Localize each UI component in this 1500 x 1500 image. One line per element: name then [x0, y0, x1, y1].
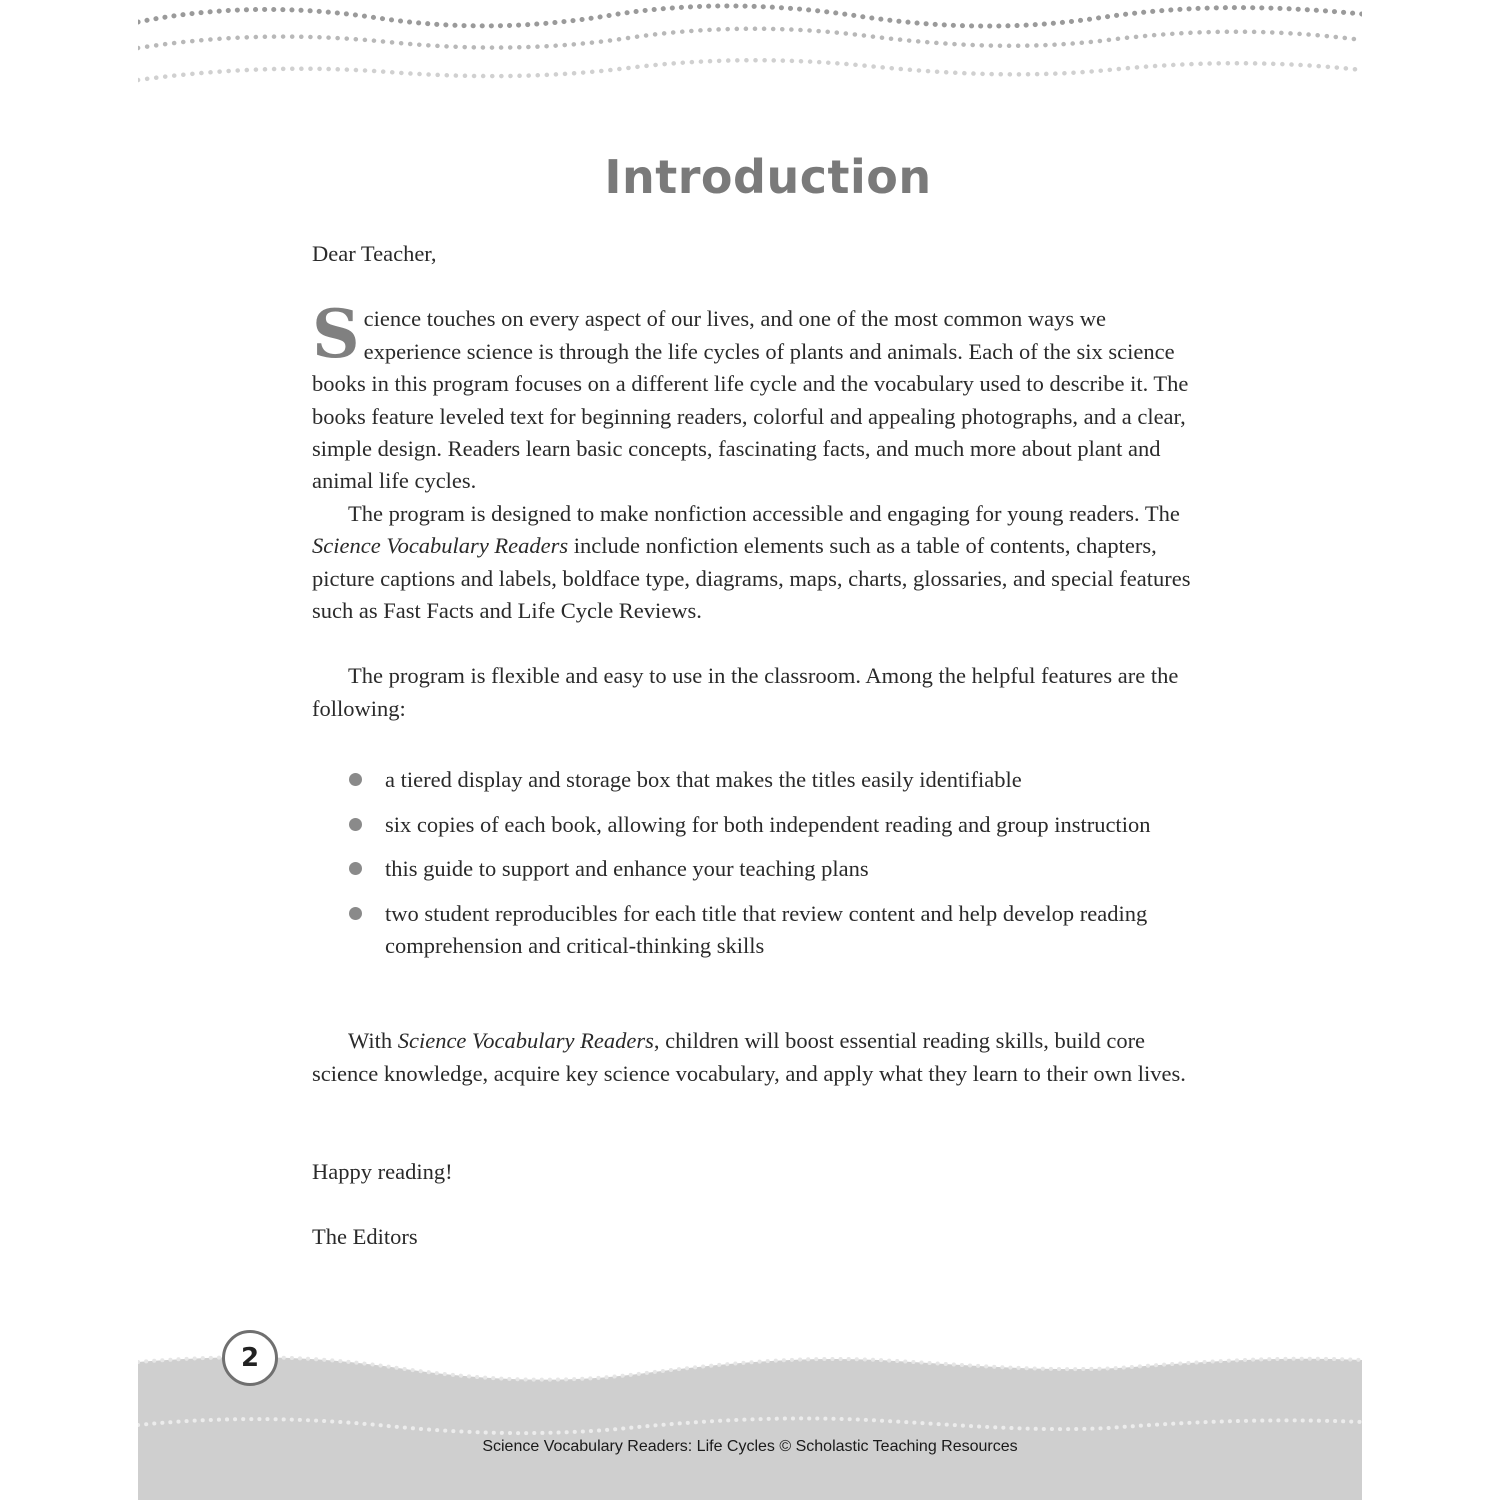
- list-item-text: a tiered display and storage box that makes the titles easily identifiable: [385, 767, 1022, 793]
- list-item: [312, 898, 1192, 963]
- letter-body: [312, 238, 1192, 1253]
- footer-copyright: Science Vocabulary Readers: Life Cycles © Scholastic Teaching Resources: [482, 1438, 1018, 1455]
- signature: The Editors: [312, 1223, 418, 1249]
- top-dotted-wave-border: [138, 0, 1362, 95]
- program-text-end: include nonfiction elements such as a table of contents, chapters, picture captions and labels, boldface type, diagrams, maps, charts, glossaries, and special features such as Fast Facts and Life Cycle Reviews.: [312, 533, 1191, 624]
- list-item-text: six copies of each book, allowing for both independent reading and group instruction: [385, 811, 1151, 837]
- program-title-italic: Science Vocabulary Readers: [312, 533, 569, 559]
- salutation: Dear Teacher,: [312, 241, 437, 266]
- bullet-icon: [349, 818, 362, 831]
- list-item: [312, 764, 1192, 796]
- drop-cap: S: [312, 295, 360, 374]
- list-item-text: two student reproducibles for each title that review content and help develop reading comprehension and critical-thinking skills: [385, 900, 1148, 958]
- intro-text: cience touches on every aspect of our lives, and one of the most common ways we experience science is through the life cycles of plants and animals. Each of the six science books in this program focuses on a different life cycle and the vocabulary used to describe it. The books feature leveled text for beginning readers, colorful and appealing photographs, and a clear, simple design. Readers learn basic concepts, fascinating facts, and much more about plant and animal life cycles.: [312, 306, 1189, 494]
- closing-paragraph: [312, 1025, 1192, 1090]
- program-text-start: The program is designed to make nonfiction accessible and engaging for young readers. The: [348, 500, 1180, 526]
- closing-text-end: , children will boost essential reading skills, build core science knowledge, acquire key science vocabulary, and apply what they learn to their own lives.: [312, 1028, 1186, 1086]
- closing-title-italic: Science Vocabulary Readers: [397, 1028, 654, 1054]
- bullet-icon: [349, 773, 362, 786]
- sign-off: Happy reading!: [312, 1159, 453, 1185]
- features-intro-paragraph: The program is flexible and easy to use in the classroom. Among the helpful features are the following:: [312, 663, 1179, 721]
- bottom-wave-band: [138, 1330, 1362, 1500]
- list-item: [312, 853, 1192, 885]
- features-list: [312, 764, 1192, 962]
- bullet-icon: [349, 862, 362, 875]
- list-item: [312, 809, 1192, 841]
- program-paragraph: [312, 498, 1192, 628]
- page-number-badge: 2: [222, 1330, 278, 1386]
- list-item-text: this guide to support and enhance your teaching plans: [385, 856, 869, 882]
- bullet-icon: [349, 907, 362, 920]
- intro-paragraph: [312, 295, 1192, 497]
- closing-text-start: With: [348, 1028, 398, 1054]
- page-title: Introduction: [604, 150, 932, 204]
